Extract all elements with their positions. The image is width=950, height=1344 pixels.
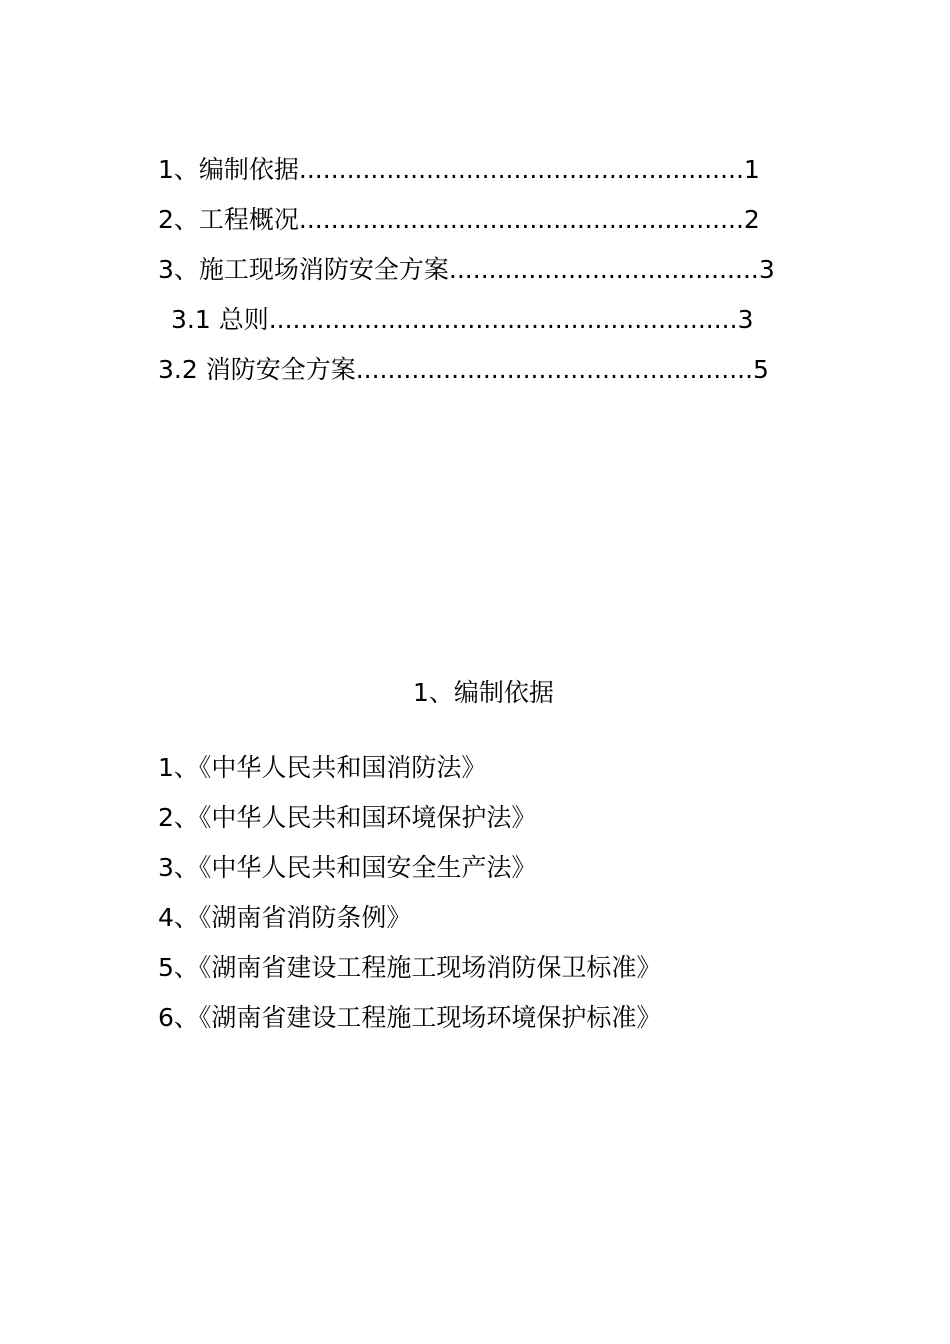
toc-entry-basis: 1、编制依据........................................................1 — [158, 155, 760, 184]
reference-item: 1、《中华人民共和国消防法》 — [158, 753, 487, 782]
toc-entry-fire-safety-plan: 3、施工现场消防安全方案.......................................3 — [158, 255, 775, 284]
reference-item: 3、《中华人民共和国安全生产法》 — [158, 853, 537, 882]
reference-item: 2、《中华人民共和国环境保护法》 — [158, 803, 537, 832]
section-heading: 1、编制依据 — [413, 678, 554, 707]
reference-item: 6、《湖南省建设工程施工现场环境保护标准》 — [158, 1003, 662, 1032]
toc-entry-fire-safety-scheme: 3.2 消防安全方案..................................................5 — [158, 355, 769, 384]
toc-entry-general: 3.1 总则...........................................................3 — [171, 305, 754, 334]
reference-item: 5、《湖南省建设工程施工现场消防保卫标准》 — [158, 953, 662, 982]
reference-item: 4、《湖南省消防条例》 — [158, 903, 412, 932]
toc-entry-overview: 2、工程概况........................................................2 — [158, 205, 760, 234]
